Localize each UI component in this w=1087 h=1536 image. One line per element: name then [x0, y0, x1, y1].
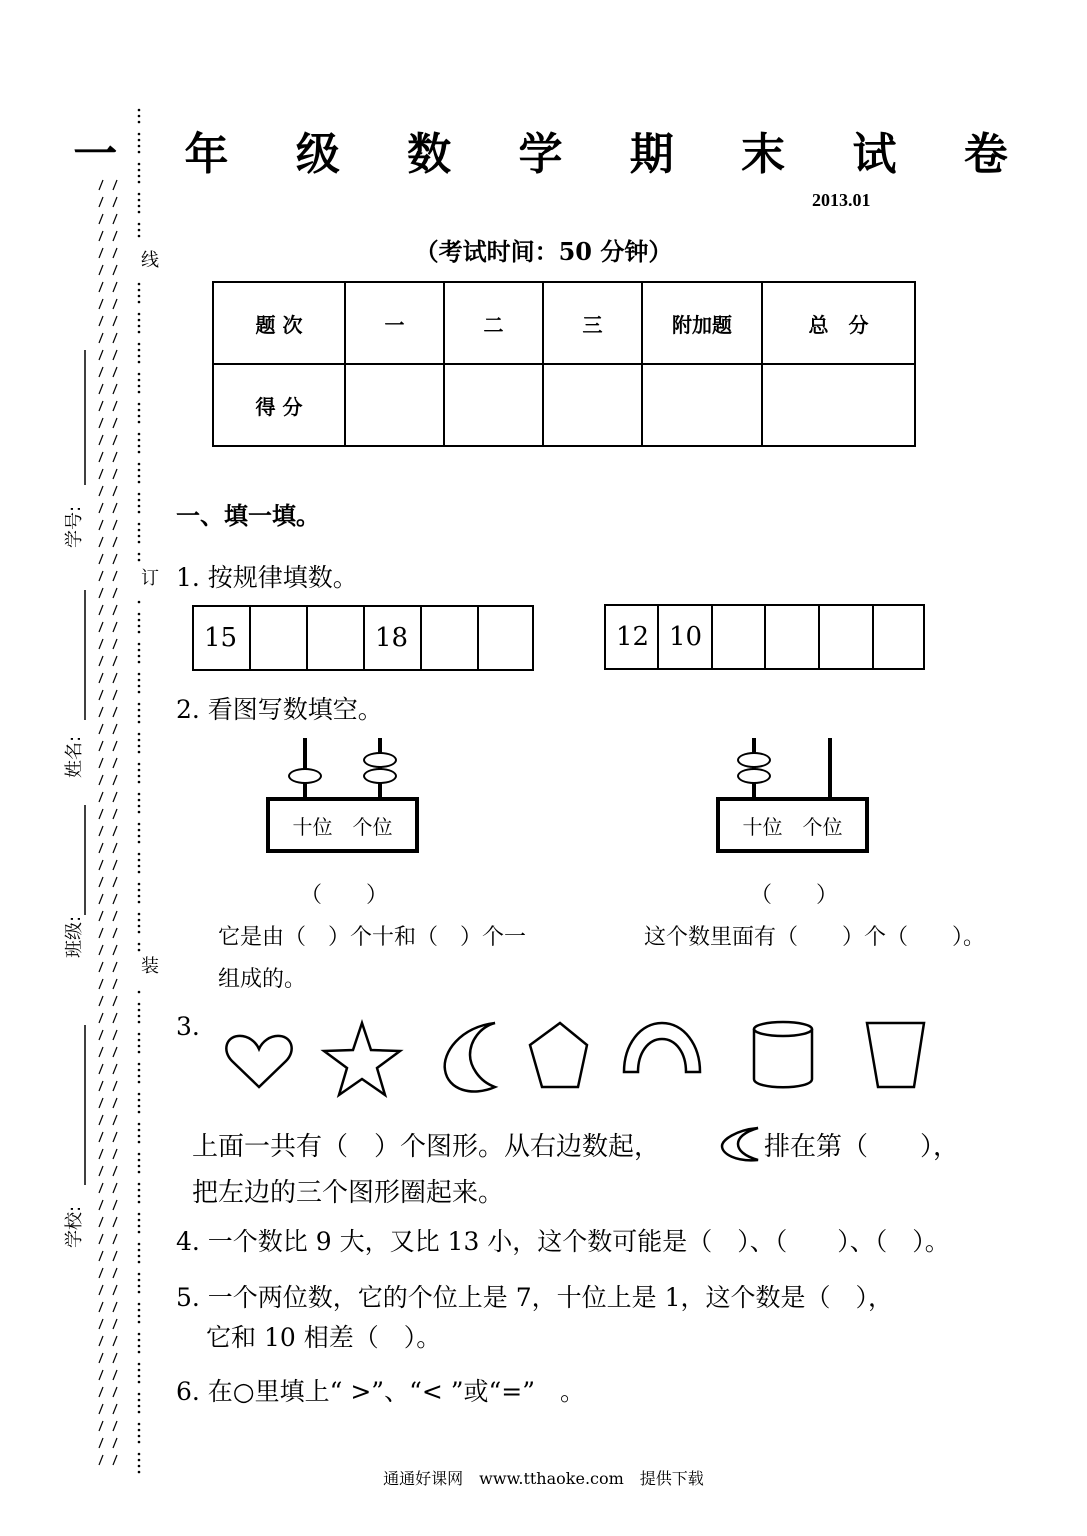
sequence-b: [604, 604, 925, 670]
cylinder-shape: [754, 1022, 812, 1087]
score-header-cell: 总 分: [762, 282, 915, 364]
abacus-bead: [288, 768, 322, 784]
crescent-icon: [718, 1124, 764, 1164]
abacus-bead: [737, 752, 771, 768]
sequence-cell[interactable]: [874, 606, 923, 668]
sequence-cell[interactable]: [820, 606, 874, 668]
abacus-bead: [363, 752, 397, 768]
sequence-cell[interactable]: [479, 607, 532, 669]
margin-label-xian: 线: [138, 250, 159, 268]
score-table: [212, 281, 916, 447]
page-title: 一 年 级 数 学 期 末 试 卷: [73, 129, 1034, 180]
star-shape: [324, 1023, 400, 1095]
trapezoid-shape: [867, 1023, 924, 1087]
sequence-cell: 10: [659, 606, 713, 668]
sequence-cell[interactable]: [422, 607, 479, 669]
question-5-line-2: 它和 10 相差（ ）。: [206, 1323, 442, 1352]
footer-credit: 通通好课网 www.tthaoke.com 提供下载: [383, 1469, 704, 1488]
arch-shape: [624, 1023, 700, 1072]
margin-label-zhuang: 装: [138, 956, 159, 974]
class-label: 班级:: [64, 915, 85, 958]
sequence-cell: 18: [365, 607, 422, 669]
abacus-bead: [737, 768, 771, 784]
score-row-label: 得 分: [213, 364, 345, 446]
score-header-cell: 附加题: [642, 282, 762, 364]
binding-margin-lines: [55, 100, 165, 1490]
question-3-line-2: 把左边的三个图形圈起来。: [192, 1178, 505, 1208]
margin-label-ding: 订: [138, 568, 159, 586]
question-2-left-text: 它是由（ ）个十和（ ）个一: [218, 925, 527, 950]
student-name-label: 姓名:: [64, 735, 85, 778]
question-2-right-text: 这个数里面有（ ）个（ ）。: [644, 925, 986, 950]
sequence-cell: 15: [194, 607, 251, 669]
score-header-cell: 二: [444, 282, 543, 364]
question-1-label: 1. 按规律填数。: [176, 563, 358, 592]
score-cell[interactable]: [444, 364, 543, 446]
score-cell[interactable]: [642, 364, 762, 446]
answer-paren[interactable]: （ ）: [750, 883, 839, 908]
sequence-cell[interactable]: [766, 606, 820, 668]
score-header-cell: 一: [345, 282, 444, 364]
answer-paren[interactable]: （ ）: [300, 883, 389, 908]
exam-date: 2013.01: [812, 190, 871, 210]
exam-time: （考试时间：50 分钟）: [414, 237, 673, 266]
section-heading: 一、填一填。: [176, 502, 320, 530]
score-cell[interactable]: [543, 364, 642, 446]
abacus-bead: [363, 768, 397, 784]
score-cell[interactable]: [762, 364, 915, 446]
shapes-row: [220, 1015, 940, 1100]
abacus-frame: 十位 个位: [266, 797, 419, 853]
sequence-cell[interactable]: [251, 607, 308, 669]
sequence-cell[interactable]: [713, 606, 766, 668]
student-id-label: 学号:: [64, 505, 85, 548]
question-6: 6. 在○里填上“ >”、“< ”或“=” 。: [176, 1377, 586, 1406]
question-5-line-1: 5. 一个两位数，它的个位上是 7，十位上是 1，这个数是（ ），: [176, 1283, 894, 1312]
sequence-a: [192, 605, 534, 671]
question-3-label: 3.: [176, 1012, 200, 1041]
score-cell[interactable]: [345, 364, 444, 446]
heart-shape: [226, 1036, 291, 1087]
question-2-left-text-2: 组成的。: [218, 967, 307, 992]
abacus-frame: 十位 个位: [716, 797, 869, 853]
sequence-cell[interactable]: [308, 607, 365, 669]
sequence-cell: 12: [606, 606, 659, 668]
school-label: 学校:: [64, 1205, 85, 1248]
question-2-label: 2. 看图写数填空。: [176, 695, 383, 724]
score-header-cell: 三: [543, 282, 642, 364]
abacus-rod: [828, 738, 832, 798]
question-3-line-1b: 排在第（ ），: [764, 1132, 960, 1162]
score-header-cell: 题 次: [213, 282, 345, 364]
question-4: 4. 一个数比 9 大，又比 13 小，这个数可能是（ ）、（ ）、（ ）。: [176, 1227, 950, 1256]
question-3-line-1a: 上面一共有（ ）个图形。从右边数起，: [192, 1132, 661, 1162]
crescent-shape: [445, 1023, 495, 1092]
pentagon-shape: [530, 1023, 587, 1087]
